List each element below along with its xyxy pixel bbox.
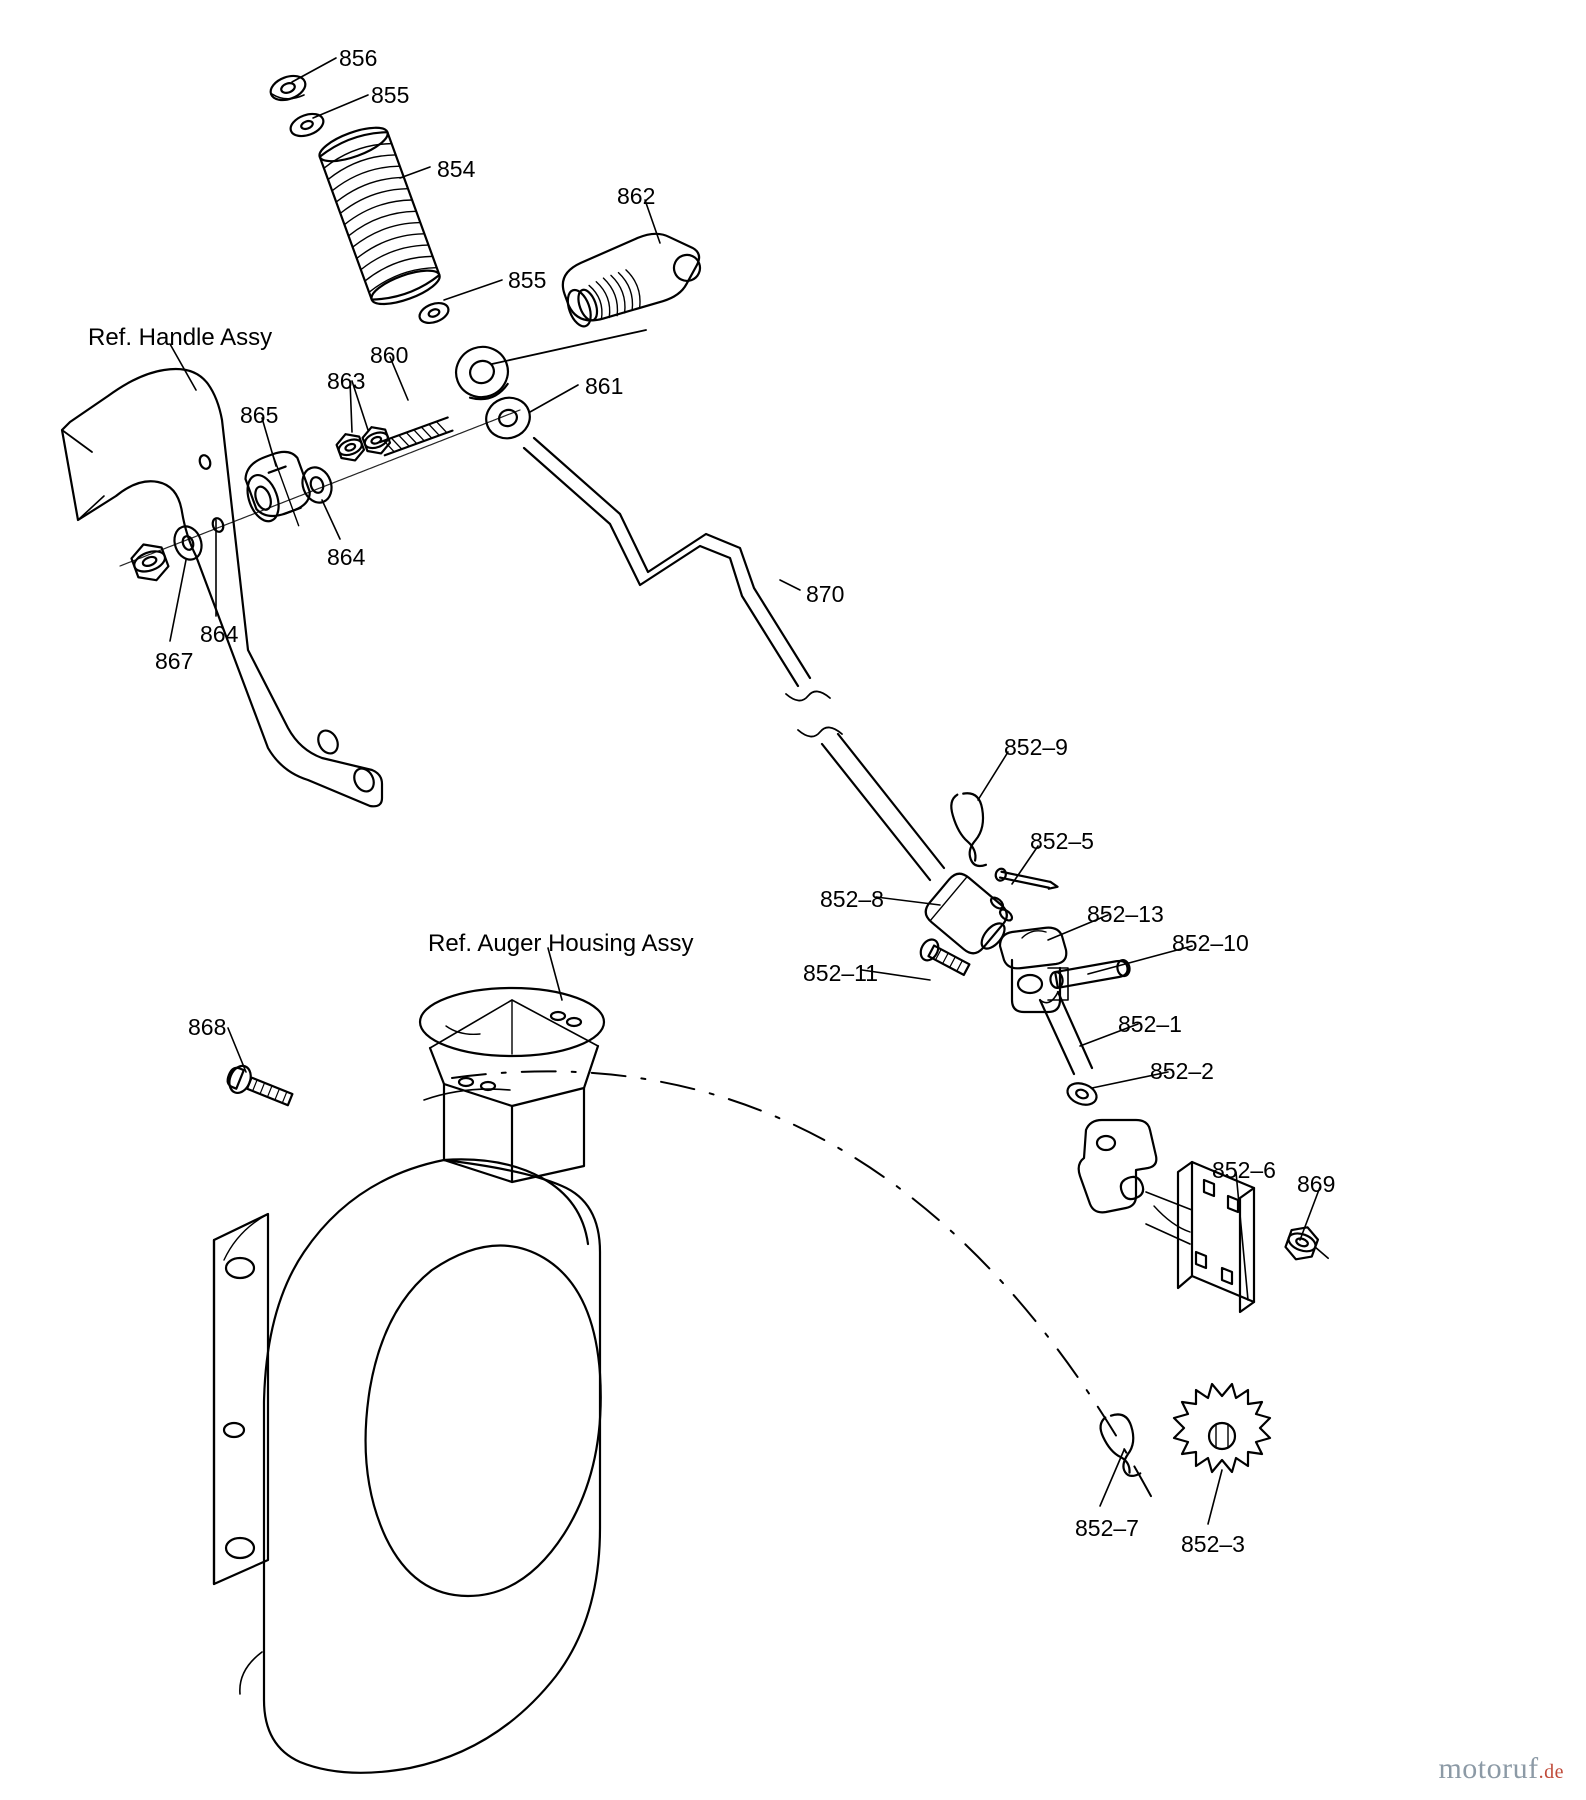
callout-865: 865 [240,402,279,428]
callout-867: 867 [155,648,194,674]
callout-870: 870 [806,581,845,607]
callout-869: 869 [1297,1171,1336,1197]
watermark-brand: motoruf [1438,1752,1539,1785]
watermark [1438,1752,1564,1786]
callout-852-13: 852–13 [1087,901,1164,927]
callout-860: 860 [370,342,409,368]
ref-auger-housing-assy-label: Ref. Auger Housing Assy [428,930,694,957]
callout-852-10: 852–10 [1172,930,1249,956]
callout-868: 868 [188,1014,227,1040]
callout-852-9: 852–9 [1004,734,1068,760]
callout-861: 861 [585,373,624,399]
callout-852-11: 852–11 [803,960,879,986]
callout-852-5: 852–5 [1030,828,1094,854]
callout-862: 862 [617,183,656,209]
callout-852-3: 852–3 [1181,1531,1245,1557]
callout-852-6: 852–6 [1212,1157,1276,1183]
callout-863: 863 [327,368,366,394]
ref-handle-assy-label: Ref. Handle Assy [88,324,273,351]
callout-852-8: 852–8 [820,886,884,912]
callout-852-2: 852–2 [1150,1058,1214,1084]
callout-852-7: 852–7 [1075,1515,1139,1541]
callout-864-right: 864 [327,544,366,570]
callout-852-1: 852–1 [1118,1011,1182,1037]
callout-854: 854 [437,156,476,182]
callout-855-top: 855 [371,82,410,108]
watermark-suffix: .de [1538,1761,1564,1783]
callout-855-mid: 855 [508,267,547,293]
callout-864-left: 864 [200,621,239,647]
callout-856: 856 [339,45,378,71]
